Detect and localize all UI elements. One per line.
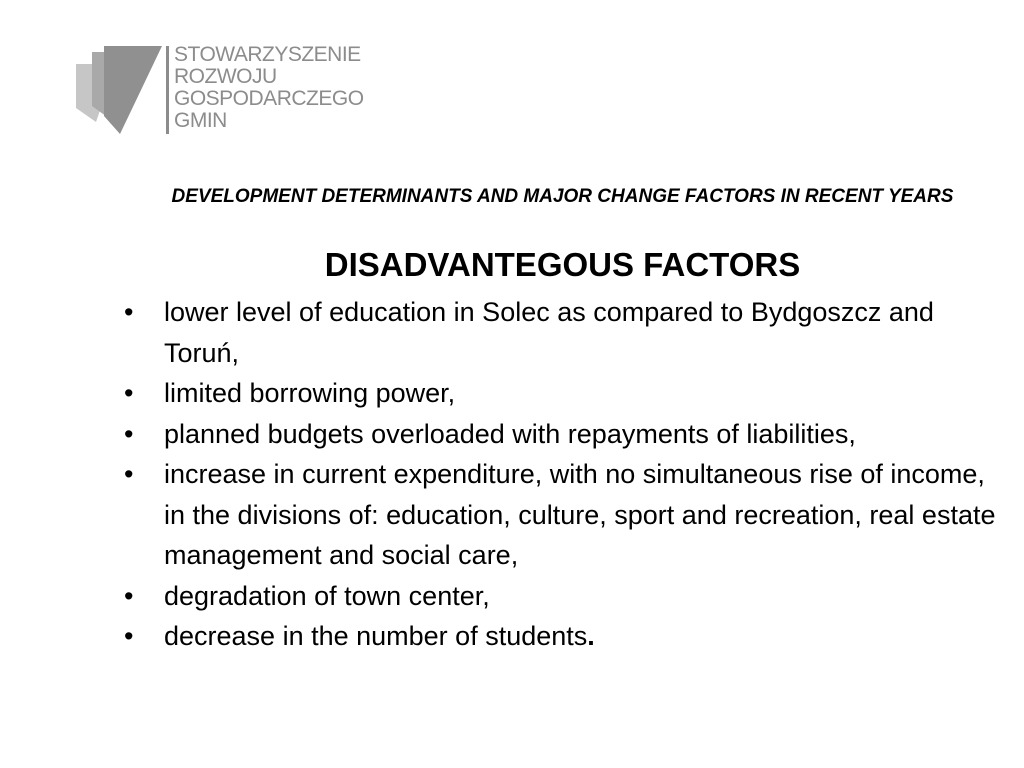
logo-line: ROZWOJU: [174, 65, 277, 88]
logo-divider: [166, 46, 169, 134]
list-item: [124, 616, 1004, 657]
list-item: [124, 373, 1004, 414]
list-item-text: planned budgets overloaded with repayments of liabilities,: [164, 418, 856, 449]
list-item: [124, 292, 1004, 373]
logo-line: GOSPODARCZEGO: [174, 87, 364, 110]
list-item: [124, 414, 1004, 455]
list-item-end-period: .: [587, 621, 595, 651]
list-item: [124, 576, 1004, 617]
list-item: [124, 454, 1004, 576]
logo-mark-icon: [62, 42, 166, 138]
bullet-icon: •: [124, 580, 134, 611]
bullet-icon: •: [124, 621, 134, 651]
logo-line: STOWARZYSZENIE: [174, 43, 361, 66]
logo-line: GMIN: [174, 109, 227, 132]
list-item-text: limited borrowing power,: [164, 378, 456, 408]
logo-wordmark: [174, 44, 364, 132]
bullet-icon: •: [124, 459, 134, 489]
association-logo: [62, 42, 402, 138]
bullet-icon: •: [124, 297, 134, 327]
list-item-text: degradation of town center,: [164, 580, 490, 611]
list-item-text: decrease in the number of students: [164, 621, 588, 651]
list-item-text: lower level of education in Solec as compared to Bydgoszcz and Toruń,: [164, 297, 934, 368]
bullet-icon: •: [124, 418, 134, 449]
list-item-text: increase in current expenditure, with no simultaneous rise of income, in the divisions of: education, culture, sport and recreation, real estate management and social care,: [164, 459, 996, 570]
factor-list: [124, 292, 1004, 657]
slide-subtitle: DEVELOPMENT DETERMINANTS AND MAJOR CHANGE FACTORS IN RECENT YEARS: [171, 186, 954, 207]
bullet-icon: •: [124, 378, 134, 408]
slide-heading: DISADVANTEGOUS FACTORS: [324, 246, 801, 283]
